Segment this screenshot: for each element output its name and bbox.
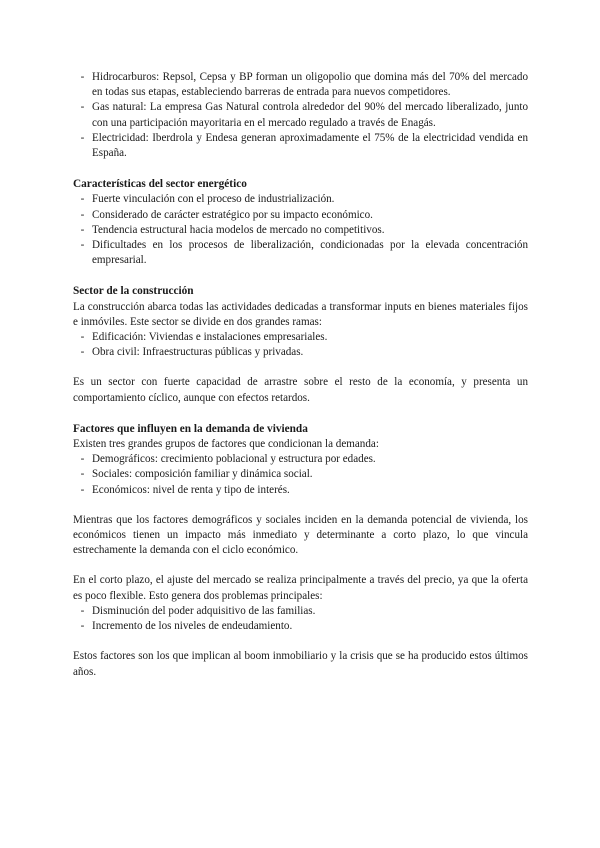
list-item: - Hidrocarburos: Repsol, Cepsa y BP forman un oligopolio que domina más del 70% del mercado en todas sus etapas, estableciendo barreras de entrada para nuevos competidores. [73, 70, 528, 100]
demanda-intro: Existen tres grandes grupos de factores que condicionan la demanda: [73, 438, 379, 451]
construccion-list [73, 330, 528, 360]
construccion-closing: Es un sector con fuerte capacidad de arrastre sobre el resto de la economía, y presenta un comportamiento cíclico, aunque con efectos retardos. [73, 376, 528, 404]
section-heading-construccion: Sector de la construcción [73, 285, 194, 298]
list-item: - Dificultades en los procesos de liberalización, condicionadas por la elevada concentración empresarial. [73, 238, 528, 268]
list-item: - Económicos: nivel de renta y tipo de interés. [73, 483, 528, 498]
list-item: - Gas natural: La empresa Gas Natural controla alrededor del 90% del mercado liberalizado, junto con una participación mayoritaria en el mercado regulado a través de Enagás. [73, 100, 528, 130]
demanda-problems-list [73, 604, 528, 634]
caracteristicas-list [73, 192, 528, 268]
demanda-paragraph-2: En el corto plazo, el ajuste del mercado se realiza principalmente a través del precio, ya que la oferta es poco flexible. Esto genera dos problemas principales: [73, 574, 528, 602]
list-item: - Tendencia estructural hacia modelos de mercado no competitivos. [73, 223, 528, 238]
list-item: - Demográficos: crecimiento poblacional y estructura por edades. [73, 452, 528, 467]
list-item: - Incremento de los niveles de endeudamiento. [73, 619, 528, 634]
list-item: - Disminución del poder adquisitivo de las familias. [73, 604, 528, 619]
document-page [73, 70, 528, 680]
intro-list [73, 70, 528, 161]
demanda-closing: Estos factores son los que implican al boom inmobiliario y la crisis que se ha producido estos últimos años. [73, 650, 528, 678]
construccion-intro: La construcción abarca todas las actividades dedicadas a transformar inputs en bienes materiales fijos e inmóviles. Este sector se divide en dos grandes ramas: [73, 300, 528, 328]
list-item: - Sociales: composición familiar y dinámica social. [73, 467, 528, 482]
list-item: - Electricidad: Iberdrola y Endesa generan aproximadamente el 75% de la electricidad vendida en España. [73, 131, 528, 161]
section-heading-demanda: Factores que influyen en la demanda de vivienda [73, 422, 308, 435]
list-item: - Edificación: Viviendas e instalaciones empresariales. [73, 330, 528, 345]
demanda-factors-list [73, 452, 528, 498]
list-item: - Obra civil: Infraestructuras públicas y privadas. [73, 345, 528, 360]
demanda-paragraph-1: Mientras que los factores demográficos y sociales inciden en la demanda potencial de vivienda, los económicos tienen un impacto más inmediato y determinante a corto plazo, lo que vincula estrechamente la demanda con el ciclo económico. [73, 513, 528, 557]
section-heading-caracteristicas: Características del sector energético [73, 178, 247, 191]
list-item: - Considerado de carácter estratégico por su impacto económico. [73, 208, 528, 223]
list-item: - Fuerte vinculación con el proceso de industrialización. [73, 192, 528, 207]
